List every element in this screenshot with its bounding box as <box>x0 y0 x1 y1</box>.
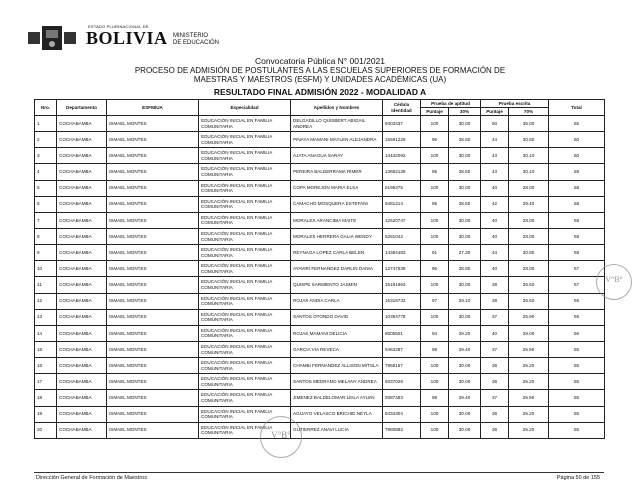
cell-puntaje-aptitud: 100 <box>421 212 449 228</box>
table-row <box>35 196 605 212</box>
cell-puntaje-aptitud: 100 <box>421 422 449 438</box>
cell-pct30: 30.00 <box>449 406 481 422</box>
cell-esfm: ISMAEL MONTES <box>107 325 199 341</box>
cell-total: 58 <box>549 245 605 261</box>
cell-especialidad: EDUCACIÓN INICIAL EN FAMILIA COMUNITARIA <box>199 196 291 212</box>
cell-pct70: 25.20 <box>509 358 549 374</box>
stamp-vb: V°B° <box>605 275 623 284</box>
cell-cedula: 9434304 <box>383 406 421 422</box>
cell-cedula: 9463287 <box>383 341 421 357</box>
cell-puntaje-aptitud: 100 <box>421 358 449 374</box>
cell-apellidos: AJATA ANAGUA SARAY <box>291 148 383 164</box>
cell-apellidos: SANTOS OTONDO DAVID <box>291 309 383 325</box>
cell-pct70: 28.00 <box>509 325 549 341</box>
cell-especialidad: EDUCACIÓN INICIAL EN FAMILIA COMUNITARIA <box>199 212 291 228</box>
estado-label: ESTADO PLURINACIONAL DE <box>88 24 149 29</box>
header-pct70: 70% <box>509 108 549 116</box>
header <box>28 24 228 54</box>
cell-especialidad: EDUCACIÓN INICIAL EN FAMILIA COMUNITARIA <box>199 390 291 406</box>
cell-departamento: COCHABAMBA <box>57 325 107 341</box>
footer-page-number: Página 50 de 155 <box>556 475 600 481</box>
cell-puntaje-aptitud: 96 <box>421 132 449 148</box>
cell-puntaje-aptitud: 95 <box>421 164 449 180</box>
ministry-line2: DE EDUCACIÓN <box>173 40 220 46</box>
cell-pct30: 30.00 <box>449 422 481 438</box>
cell-apellidos: ROJAS ANDIA CARLA <box>291 293 383 309</box>
header-total: Total <box>549 100 605 116</box>
table-row <box>35 309 605 325</box>
cell-departamento: COCHABAMBA <box>57 132 107 148</box>
cell-puntaje-escrita: 43 <box>481 164 509 180</box>
cell-pct30: 29.40 <box>449 390 481 406</box>
cell-puntaje-aptitud: 100 <box>421 309 449 325</box>
cell-pct30: 30.00 <box>449 180 481 196</box>
cell-pct30: 28.80 <box>449 132 481 148</box>
cell-departamento: COCHABAMBA <box>57 341 107 357</box>
cell-esfm: ISMAEL MONTES <box>107 261 199 277</box>
cell-puntaje-escrita: 40 <box>481 261 509 277</box>
cell-pct30: 30.00 <box>449 358 481 374</box>
cell-pct30: 28.50 <box>449 164 481 180</box>
cell-departamento: COCHABAMBA <box>57 148 107 164</box>
convocatoria-title: Convocatoria Pública N° 001/2021 <box>254 56 386 66</box>
cell-nro: 20 <box>35 422 57 438</box>
cell-puntaje-escrita: 38 <box>481 293 509 309</box>
cell-pct70: 25.90 <box>509 341 549 357</box>
cell-pct30: 30.00 <box>449 374 481 390</box>
cell-total: 58 <box>549 196 605 212</box>
cell-nro: 5 <box>35 180 57 196</box>
process-line1: PROCESO DE ADMISIÓN DE POSTULANTES A LAS ESCUELAS SUPERIORES DE FORMACIÓN DE <box>134 66 506 75</box>
cell-especialidad: EDUCACIÓN INICIAL EN FAMILIA COMUNITARIA <box>199 261 291 277</box>
cell-cedula: 13682139 <box>383 164 421 180</box>
table-row <box>35 164 605 180</box>
cell-cedula: 9481414 <box>383 196 421 212</box>
cell-nro: 6 <box>35 196 57 212</box>
cell-especialidad: EDUCACIÓN INICIAL EN FAMILIA COMUNITARIA <box>199 341 291 357</box>
table-row <box>35 261 605 277</box>
cell-nro: 3 <box>35 148 57 164</box>
cell-pct70: 30.80 <box>509 245 549 261</box>
cell-nro: 19 <box>35 406 57 422</box>
cell-apellidos: JIMENEZ BALDELOMAR LEILA AYLEN <box>291 390 383 406</box>
table-row <box>35 293 605 309</box>
cell-cedula: 10394778 <box>383 309 421 325</box>
cell-total: 58 <box>549 212 605 228</box>
cell-total: 55 <box>549 406 605 422</box>
cell-nro: 13 <box>35 309 57 325</box>
cell-total: 56 <box>549 293 605 309</box>
table-row <box>35 406 605 422</box>
table-row <box>35 277 605 293</box>
cell-esfm: ISMAEL MONTES <box>107 390 199 406</box>
cell-total: 57 <box>549 277 605 293</box>
cell-esfm: ISMAEL MONTES <box>107 422 199 438</box>
cell-apellidos: REYNAGA LOPEZ CARLA BELEN <box>291 245 383 261</box>
cell-puntaje-aptitud: 100 <box>421 228 449 244</box>
cell-nro: 18 <box>35 390 57 406</box>
cell-esfm: ISMAEL MONTES <box>107 358 199 374</box>
cell-especialidad: EDUCACIÓN INICIAL EN FAMILIA COMUNITARIA <box>199 309 291 325</box>
cell-especialidad: EDUCACIÓN INICIAL EN FAMILIA COMUNITARIA <box>199 277 291 293</box>
cell-puntaje-aptitud: 94 <box>421 325 449 341</box>
cell-pct70: 26.60 <box>509 277 549 293</box>
cell-departamento: COCHABAMBA <box>57 406 107 422</box>
process-line2: MAESTRAS Y MAESTROS (ESFM) Y UNIDADES ACADÉMICAS (UA) <box>193 75 447 84</box>
cell-nro: 4 <box>35 164 57 180</box>
header-apellidos: Apellidos y Nombres <box>291 100 383 116</box>
cell-pct70: 28.00 <box>509 180 549 196</box>
cell-departamento: COCHABAMBA <box>57 228 107 244</box>
cell-puntaje-aptitud: 100 <box>421 116 449 132</box>
cell-esfm: ISMAEL MONTES <box>107 196 199 212</box>
cell-puntaje-aptitud: 100 <box>421 406 449 422</box>
header-especialidad: Especialidad <box>199 100 291 116</box>
cell-puntaje-escrita: 36 <box>481 374 509 390</box>
cell-especialidad: EDUCACIÓN INICIAL EN FAMILIA COMUNITARIA <box>199 374 291 390</box>
cell-esfm: ISMAEL MONTES <box>107 228 199 244</box>
cell-departamento: COCHABAMBA <box>57 116 107 132</box>
cell-departamento: COCHABAMBA <box>57 309 107 325</box>
cell-cedula: 16316733 <box>383 293 421 309</box>
cell-pct30: 29.40 <box>449 341 481 357</box>
cell-total: 58 <box>549 180 605 196</box>
footer-divider <box>34 472 604 473</box>
cell-puntaje-aptitud: 97 <box>421 293 449 309</box>
cell-pct70: 25.20 <box>509 374 549 390</box>
cell-puntaje-escrita: 44 <box>481 245 509 261</box>
cell-apellidos: PINAYA MAMANI MAYLEN ALEJANDRA <box>291 132 383 148</box>
cell-total: 60 <box>549 148 605 164</box>
cell-pct70: 35.00 <box>509 116 549 132</box>
cell-departamento: COCHABAMBA <box>57 277 107 293</box>
header-departamento: Departamento <box>57 100 107 116</box>
cell-pct30: 28.50 <box>449 196 481 212</box>
cell-puntaje-escrita: 44 <box>481 132 509 148</box>
cell-puntaje-escrita: 40 <box>481 228 509 244</box>
header-nro: Nro. <box>35 100 57 116</box>
cell-puntaje-aptitud: 98 <box>421 341 449 357</box>
cell-apellidos: GUTIERREZ ANAVI LUCIA <box>291 422 383 438</box>
cell-especialidad: EDUCACIÓN INICIAL EN FAMILIA COMUNITARIA <box>199 228 291 244</box>
cell-nro: 8 <box>35 228 57 244</box>
header-aptitud: Prueba de aptitud <box>421 100 481 108</box>
cell-apellidos: MORALES HERRERA GALIA WENDY <box>291 228 383 244</box>
cell-pct70: 28.00 <box>509 228 549 244</box>
cell-especialidad: EDUCACIÓN INICIAL EN FAMILIA COMUNITARIA <box>199 245 291 261</box>
ministry-line1: MINISTERIO <box>173 33 209 39</box>
cell-cedula: 5281042 <box>383 228 421 244</box>
approval-stamp-bottom <box>260 416 302 458</box>
header-puntaje-aptitud: Puntaje <box>421 108 449 116</box>
table-row <box>35 358 605 374</box>
cell-total: 55 <box>549 374 605 390</box>
cell-puntaje-escrita: 36 <box>481 406 509 422</box>
result-title: RESULTADO FINAL ADMISIÓN 2022 - MODALIDAD A <box>213 87 427 97</box>
cell-total: 56 <box>549 325 605 341</box>
cell-nro: 11 <box>35 277 57 293</box>
cell-especialidad: EDUCACIÓN INICIAL EN FAMILIA COMUNITARIA <box>199 164 291 180</box>
cell-pct70: 28.00 <box>509 212 549 228</box>
cell-total: 59 <box>549 164 605 180</box>
table-row <box>35 180 605 196</box>
cell-esfm: ISMAEL MONTES <box>107 245 199 261</box>
table-row <box>35 390 605 406</box>
cell-apellidos: COPA MOREJON MARIA ELSA <box>291 180 383 196</box>
cell-departamento: COCHABAMBA <box>57 164 107 180</box>
cell-puntaje-escrita: 37 <box>481 309 509 325</box>
cell-puntaje-aptitud: 100 <box>421 148 449 164</box>
cell-puntaje-escrita: 42 <box>481 196 509 212</box>
approval-stamp-right <box>596 264 632 300</box>
cell-pct30: 27.30 <box>449 245 481 261</box>
cell-cedula: 7980882 <box>383 422 421 438</box>
cell-apellidos: AGUAYO VELASCO BRICHID NEYLA <box>291 406 383 422</box>
table-row <box>35 148 605 164</box>
cell-pct30: 30.00 <box>449 228 481 244</box>
footer-department: Dirección General de Formación de Maestros <box>36 475 147 481</box>
cell-total: 58 <box>549 228 605 244</box>
cell-cedula: 15591226 <box>383 132 421 148</box>
table-row <box>35 341 605 357</box>
cell-especialidad: EDUCACIÓN INICIAL EN FAMILIA COMUNITARIA <box>199 422 291 438</box>
cell-pct70: 25.90 <box>509 390 549 406</box>
cell-puntaje-escrita: 37 <box>481 341 509 357</box>
cell-total: 57 <box>549 261 605 277</box>
cell-esfm: ISMAEL MONTES <box>107 180 199 196</box>
header-esfm: ESFM/UA <box>107 100 199 116</box>
cell-nro: 15 <box>35 341 57 357</box>
cell-departamento: COCHABAMBA <box>57 374 107 390</box>
cell-total: 55 <box>549 341 605 357</box>
cell-esfm: ISMAEL MONTES <box>107 341 199 357</box>
table-row <box>35 212 605 228</box>
table-row <box>35 325 605 341</box>
cell-esfm: ISMAEL MONTES <box>107 309 199 325</box>
cell-total: 55 <box>549 358 605 374</box>
cell-puntaje-aptitud: 100 <box>421 277 449 293</box>
cell-pct70: 30.10 <box>509 164 549 180</box>
cell-cedula: 5199375 <box>383 180 421 196</box>
cell-pct30: 28.20 <box>449 325 481 341</box>
cell-apellidos: CHAMBI FERNANDEZ ALLISON MITSLA <box>291 358 383 374</box>
results-table <box>34 99 605 439</box>
cell-puntaje-aptitud: 96 <box>421 261 449 277</box>
cell-esfm: ISMAEL MONTES <box>107 293 199 309</box>
cell-puntaje-aptitud: 98 <box>421 390 449 406</box>
cell-puntaje-escrita: 36 <box>481 358 509 374</box>
cell-nro: 14 <box>35 325 57 341</box>
cell-cedula: 8605501 <box>383 325 421 341</box>
country-name: BOLIVIA <box>86 28 168 48</box>
header-pct30: 30% <box>449 108 481 116</box>
cell-nro: 7 <box>35 212 57 228</box>
cell-pct70: 28.00 <box>509 261 549 277</box>
cell-nro: 2 <box>35 132 57 148</box>
cell-especialidad: EDUCACIÓN INICIAL EN FAMILIA COMUNITARIA <box>199 180 291 196</box>
cell-especialidad: EDUCACIÓN INICIAL EN FAMILIA COMUNITARIA <box>199 116 291 132</box>
cell-puntaje-escrita: 38 <box>481 277 509 293</box>
cell-pct70: 30.10 <box>509 148 549 164</box>
cell-apellidos: QUISPE SARMIENTO JASMIN <box>291 277 383 293</box>
cell-apellidos: AYAVIRI FERNANDEZ DARLIN DANIA <box>291 261 383 277</box>
cell-pct30: 28.80 <box>449 261 481 277</box>
cell-apellidos: MORALES ARANCIBIA MAITE <box>291 212 383 228</box>
table-row <box>35 132 605 148</box>
cell-pct30: 30.00 <box>449 277 481 293</box>
cell-puntaje-escrita: 50 <box>481 116 509 132</box>
cell-pct70: 25.20 <box>509 406 549 422</box>
cell-cedula: 15181963 <box>383 277 421 293</box>
cell-cedula: 12520747 <box>383 212 421 228</box>
cell-total: 65 <box>549 116 605 132</box>
cell-apellidos: PEREIRA BALDERRAMA RIMER <box>291 164 383 180</box>
cell-especialidad: EDUCACIÓN INICIAL EN FAMILIA COMUNITARIA <box>199 132 291 148</box>
cell-puntaje-escrita: 40 <box>481 325 509 341</box>
cell-total: 55 <box>549 390 605 406</box>
cell-pct30: 29.10 <box>449 293 481 309</box>
cell-departamento: COCHABAMBA <box>57 358 107 374</box>
cell-especialidad: EDUCACIÓN INICIAL EN FAMILIA COMUNITARIA <box>199 148 291 164</box>
cell-puntaje-aptitud: 95 <box>421 196 449 212</box>
cell-nro: 12 <box>35 293 57 309</box>
cell-cedula: 12747639 <box>383 261 421 277</box>
coat-of-arms-icon <box>28 24 80 52</box>
cell-departamento: COCHABAMBA <box>57 261 107 277</box>
cell-apellidos: DELGADILLO QUISBERT ABIGAIL ANDREA <box>291 116 383 132</box>
results-body <box>35 116 605 439</box>
cell-esfm: ISMAEL MONTES <box>107 277 199 293</box>
cell-esfm: ISMAEL MONTES <box>107 116 199 132</box>
cell-esfm: ISMAEL MONTES <box>107 374 199 390</box>
cell-nro: 9 <box>35 245 57 261</box>
cell-cedula: 9387483 <box>383 390 421 406</box>
cell-puntaje-escrita: 37 <box>481 390 509 406</box>
cell-esfm: ISMAEL MONTES <box>107 406 199 422</box>
cell-departamento: COCHABAMBA <box>57 180 107 196</box>
cell-departamento: COCHABAMBA <box>57 422 107 438</box>
cell-nro: 16 <box>35 358 57 374</box>
cell-puntaje-aptitud: 100 <box>421 180 449 196</box>
cell-pct70: 25.20 <box>509 422 549 438</box>
table-row <box>35 116 605 132</box>
cell-pct70: 29.40 <box>509 196 549 212</box>
cell-pct70: 30.80 <box>509 132 549 148</box>
cell-especialidad: EDUCACIÓN INICIAL EN FAMILIA COMUNITARIA <box>199 293 291 309</box>
stamp-vb-bottom: V°B° <box>271 430 291 440</box>
cell-especialidad: EDUCACIÓN INICIAL EN FAMILIA COMUNITARIA <box>199 406 291 422</box>
table-row <box>35 228 605 244</box>
cell-especialidad: EDUCACIÓN INICIAL EN FAMILIA COMUNITARIA <box>199 325 291 341</box>
cell-esfm: ISMAEL MONTES <box>107 148 199 164</box>
cell-cedula: 14384483 <box>383 245 421 261</box>
cell-pct70: 25.90 <box>509 309 549 325</box>
cell-nro: 17 <box>35 374 57 390</box>
cell-puntaje-escrita: 36 <box>481 422 509 438</box>
table-row <box>35 374 605 390</box>
cell-cedula: 9337028 <box>383 374 421 390</box>
cell-puntaje-escrita: 40 <box>481 180 509 196</box>
cell-puntaje-aptitud: 91 <box>421 245 449 261</box>
cell-pct30: 30.00 <box>449 212 481 228</box>
header-puntaje-escrita: Puntaje <box>481 108 509 116</box>
cell-cedula: 9403437 <box>383 116 421 132</box>
cell-esfm: ISMAEL MONTES <box>107 132 199 148</box>
cell-departamento: COCHABAMBA <box>57 390 107 406</box>
cell-puntaje-escrita: 43 <box>481 148 509 164</box>
header-cedula: Cédula Identidad <box>383 100 421 116</box>
cell-pct70: 26.60 <box>509 293 549 309</box>
cell-puntaje-aptitud: 100 <box>421 374 449 390</box>
cell-pct30: 30.00 <box>449 309 481 325</box>
cell-cedula: 7959157 <box>383 358 421 374</box>
cell-total: 56 <box>549 309 605 325</box>
cell-departamento: COCHABAMBA <box>57 212 107 228</box>
cell-apellidos: GARCIA VIA REVECA <box>291 341 383 357</box>
cell-esfm: ISMAEL MONTES <box>107 212 199 228</box>
cell-total: 55 <box>549 422 605 438</box>
cell-cedula: 14442092 <box>383 148 421 164</box>
cell-puntaje-escrita: 40 <box>481 212 509 228</box>
process-title <box>0 66 640 84</box>
cell-departamento: COCHABAMBA <box>57 245 107 261</box>
table-row <box>35 245 605 261</box>
cell-nro: 10 <box>35 261 57 277</box>
cell-nro: 1 <box>35 116 57 132</box>
cell-pct30: 30.00 <box>449 116 481 132</box>
cell-total: 60 <box>549 132 605 148</box>
cell-esfm: ISMAEL MONTES <box>107 164 199 180</box>
cell-apellidos: CAMACHO MOSQUERA ESTEFANI <box>291 196 383 212</box>
cell-especialidad: EDUCACIÓN INICIAL EN FAMILIA COMUNITARIA <box>199 358 291 374</box>
cell-pct30: 30.00 <box>449 148 481 164</box>
cell-apellidos: ROJAS MAMANI DELICIA <box>291 325 383 341</box>
ministry-name <box>173 33 219 47</box>
cell-departamento: COCHABAMBA <box>57 196 107 212</box>
cell-departamento: COCHABAMBA <box>57 293 107 309</box>
table-row <box>35 422 605 438</box>
cell-apellidos: SANTOS MEDRANO MELANY ANDREA <box>291 374 383 390</box>
header-escrita: Prueba escrita <box>481 100 549 108</box>
